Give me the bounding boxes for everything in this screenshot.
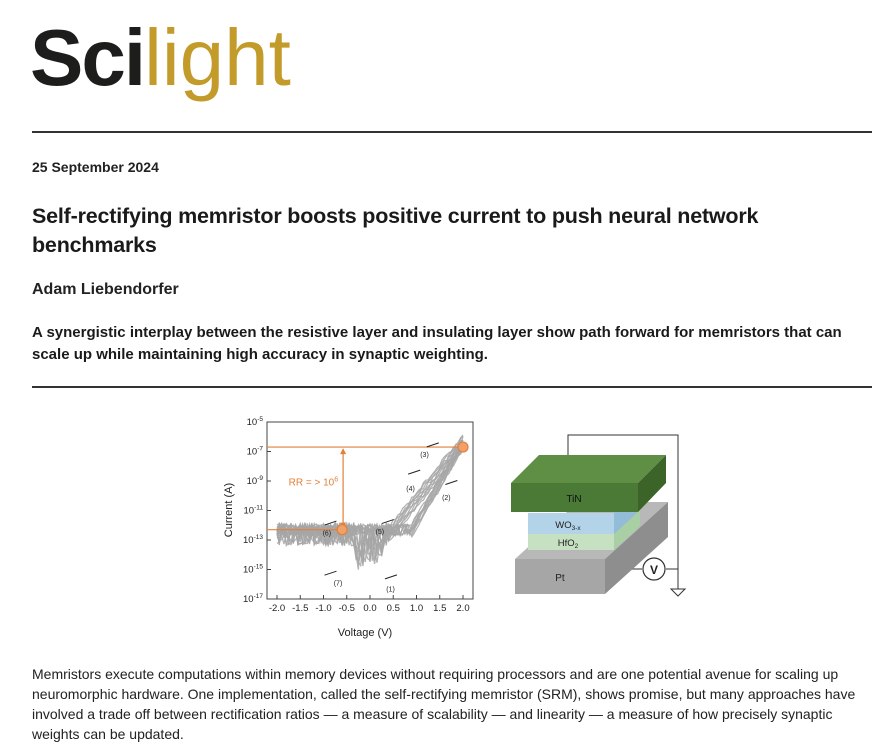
step-arrow xyxy=(324,571,336,575)
step-label: (4) xyxy=(406,486,415,493)
article-figure xyxy=(210,410,700,645)
step-label: (2) xyxy=(442,494,451,502)
x-tick-label: -1.5 xyxy=(292,603,309,614)
x-tick-label: -2.0 xyxy=(268,603,286,614)
step-arrow xyxy=(385,575,397,579)
device-schematic xyxy=(511,435,685,596)
wo3-label: $WO_{3-x}$ xyxy=(555,520,581,532)
article-summary: A synergistic interplay between the resistive layer and insulating layer show path forward for memristors that can scale up while maintaining high accuracy in synaptic weighting. xyxy=(32,324,842,363)
step-label: (5) xyxy=(375,528,385,536)
y-tick-label: $10^{-11}$ xyxy=(243,504,263,517)
logo-sci: Sci xyxy=(30,13,145,102)
article-author[interactable]: Adam Liebendorfer xyxy=(32,281,179,298)
scilight-logo[interactable] xyxy=(30,13,291,102)
rr-label: RR = > $10^6$ xyxy=(288,476,339,489)
iv-sweep-down xyxy=(277,443,463,536)
y-axis-label: Current (A) xyxy=(223,482,235,538)
iv-chart xyxy=(210,410,700,645)
hfo2-label: HfO$_2$ xyxy=(557,538,579,550)
header-divider xyxy=(32,131,872,133)
x-tick-label: -0.5 xyxy=(338,603,355,614)
x-tick-label: 0.0 xyxy=(363,603,377,614)
ground-icon xyxy=(671,589,685,596)
y-tick-label: $10^{-5}$ xyxy=(246,416,263,428)
step-arrow xyxy=(427,443,439,447)
step-label: (6) xyxy=(322,530,332,538)
y-tick-label: $10^{-7}$ xyxy=(246,445,263,458)
article-title: Self-rectifying memristor boosts positive current to push neural network benchmarks xyxy=(32,204,759,257)
summary-divider xyxy=(32,386,872,388)
step-arrow xyxy=(408,470,420,474)
plot-frame xyxy=(267,422,473,599)
y-tick-label: $10^{-13}$ xyxy=(243,534,263,546)
y-tick-label: $10^{-9}$ xyxy=(246,475,263,487)
step-label: (1) xyxy=(386,586,395,594)
logo-light: light xyxy=(144,13,291,102)
iv-curves xyxy=(277,435,463,569)
x-tick-label: 2.0 xyxy=(456,603,470,614)
x-tick-label: 1.5 xyxy=(433,603,447,614)
iv-sweep-up xyxy=(277,445,463,570)
x-tick-label: 0.5 xyxy=(386,603,400,614)
voltmeter-label: V xyxy=(649,563,659,577)
y-tick-label: $10^{-15}$ xyxy=(243,563,263,576)
x-axis-label: Voltage (V) xyxy=(337,627,393,639)
x-tick-label: 1.0 xyxy=(409,603,424,614)
x-tick-label: -1.0 xyxy=(315,603,332,614)
article-body: Memristors execute computations within memory devices without requiring processors and are one potential avenue for scaling up neuromorphic hardware. One implementation, called the self-rectifying memristor (SRM), shows promise, but many approaches have involved a trade off between rectification ratios — a measure of scalability — and linearity — a measure of how precisely synaptic weights can be updated. xyxy=(32,666,856,742)
state-marker xyxy=(337,525,347,535)
tin-label: TiN xyxy=(566,494,582,505)
step-label: (3) xyxy=(420,452,429,460)
state-marker xyxy=(458,442,468,452)
x-ticks xyxy=(269,595,470,614)
step-label: (7) xyxy=(333,580,343,588)
pt-label: Pt xyxy=(555,573,565,584)
rr-arrow-head-up xyxy=(340,448,346,454)
y-tick-label: $10^{-17}$ xyxy=(243,593,263,605)
publish-date: 25 September 2024 xyxy=(32,159,159,175)
step-arrow xyxy=(445,480,457,484)
